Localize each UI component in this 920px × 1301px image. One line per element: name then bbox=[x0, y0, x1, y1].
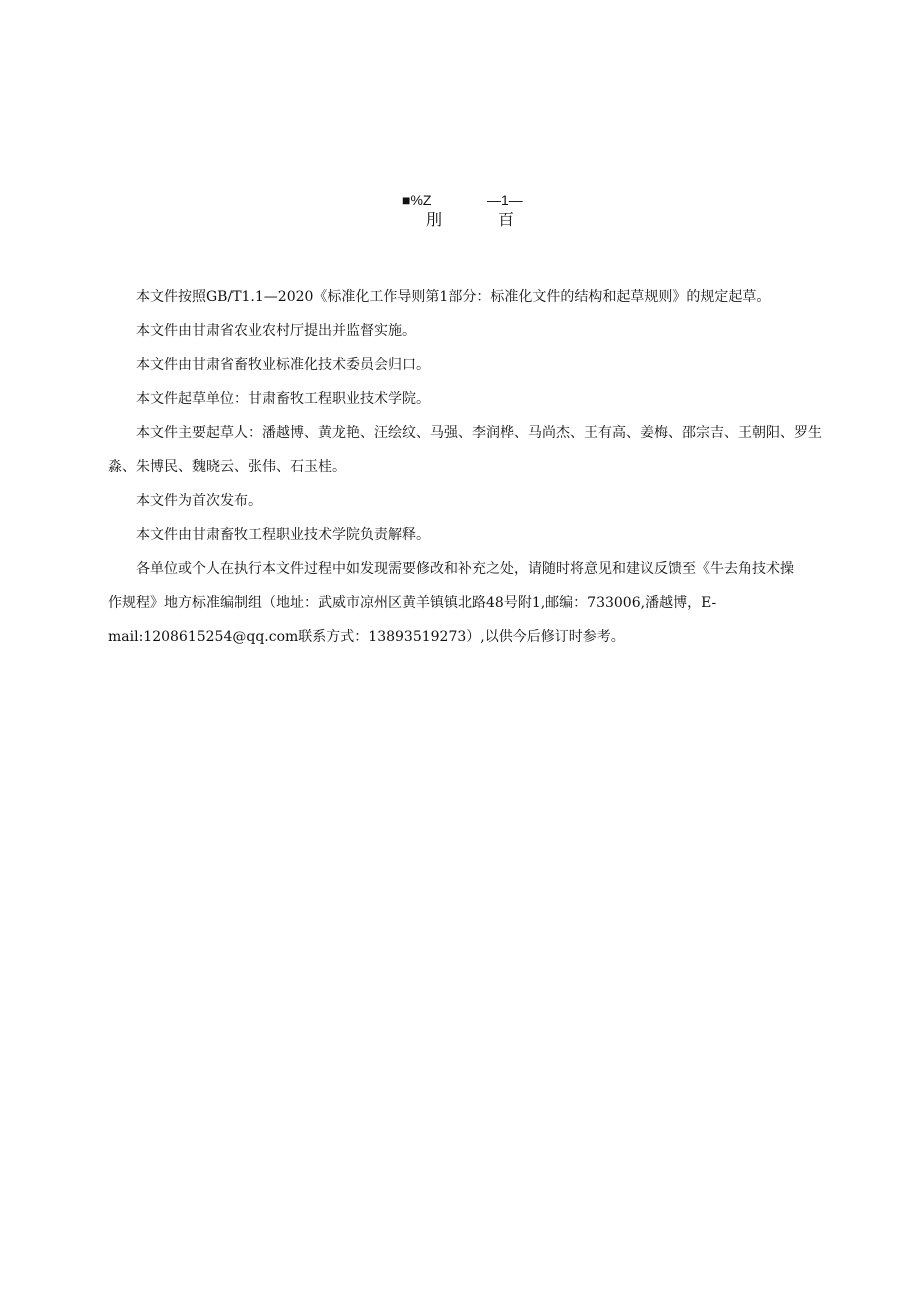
heading-artifact-left: ■%Z bbox=[402, 192, 432, 208]
foreword-body bbox=[108, 280, 830, 654]
paragraph-committee: 本文件由甘肃省畜牧业标准化技术委员会归口。 bbox=[136, 357, 430, 373]
paragraph-proposer: 本文件由甘肃省农业农村厅提出并监督实施。 bbox=[136, 323, 416, 339]
section-heading bbox=[0, 208, 920, 232]
paragraph-first-release: 本文件为首次发布。 bbox=[136, 493, 262, 509]
heading-char-left: 刖 bbox=[426, 210, 443, 229]
section-heading-artifact bbox=[0, 190, 920, 210]
paragraph-feedback bbox=[108, 552, 830, 654]
paragraph-drafting-rules: 本文件按照GB/T1.1—2020《标准化工作导则第1部分：标准化文件的结构和起草规则》的规定起草。 bbox=[136, 289, 771, 305]
paragraph-interpretation: 本文件由甘肃畜牧工程职业技术学院负责解释。 bbox=[136, 527, 430, 543]
paragraph-drafting-unit: 本文件起草单位：甘肃畜牧工程职业技术学院。 bbox=[136, 391, 430, 407]
heading-char-right: 百 bbox=[498, 210, 515, 229]
paragraph-drafters: 本文件主要起草人：潘越博、黄龙艳、汪绘纹、马强、李润桦、马尚杰、王有高、姜梅、邵宗吉、王朝阳、罗生淼、朱博民、魏晓云、张伟、石玉桂。 bbox=[108, 425, 822, 475]
heading-artifact-right: —1— bbox=[487, 192, 523, 208]
feedback-line-3: mail:1208615254@qq.com联系方式：13893519273）,以供今后修订时参考。 bbox=[108, 629, 625, 645]
feedback-line-1: 各单位或个人在执行本文件过程中如发现需要修改和补充之处，请随时将意见和建议反馈至《牛去角技术操 bbox=[136, 561, 794, 577]
feedback-line-2: 作规程》地方标准编制组（地址：武威市凉州区黄羊镇镇北路48号附1,邮编：733006,潘越博，E- bbox=[108, 595, 717, 611]
